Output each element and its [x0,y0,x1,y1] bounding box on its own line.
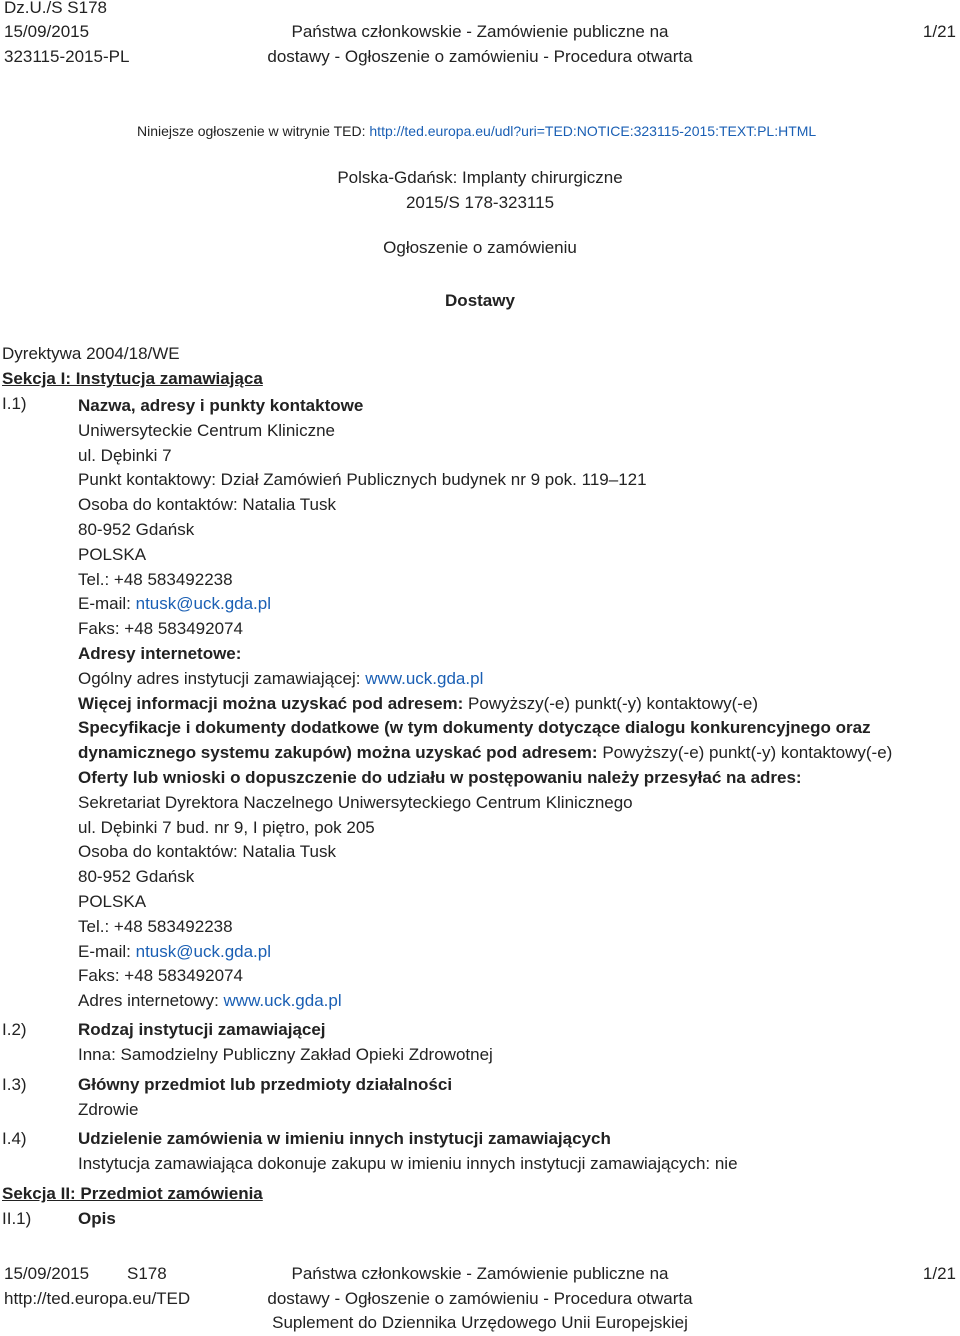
header-page-number: 1/21 [922,22,956,41]
email-link[interactable]: ntusk@uck.gda.pl [135,594,272,614]
offers-email-label: E-mail: [78,941,136,961]
general-address-label: Ogólny adres instytucji zamawiającej: [78,668,366,688]
journal-ref: Dz.U./S S178 [4,0,107,17]
spec-label-line1: Specyfikacje i dokumenty dodatkowe (w tym dokumenty dotyczące dialogu konkurencyjnego oraz [78,718,871,738]
i2-value: Inna: Samodzielny Publiczny Zakład Opieki Zdrowotnej [78,1045,493,1064]
offers-label: Oferty lub wnioski o dopuszczenie do udziału w postępowaniu należy przesyłać na adres: [78,767,802,787]
directive: Dyrektywa 2004/18/WE [2,344,180,363]
item-number-i1: I.1) [2,394,27,413]
offers-email-row [78,940,948,965]
contact-person: Osoba do kontaktów: Natalia Tusk [78,495,336,515]
offers-country: POLSKA [78,891,147,911]
footer-supplement: Suplement do Dziennika Urzędowego Unii Europejskiej [272,1313,688,1332]
spec-value: Powyższy(-e) punkt(-y) kontaktowy(-e) [602,743,893,763]
offers-web-row [78,989,948,1014]
i2-title: Rodzaj instytucji zamawiającej [78,1020,326,1039]
offers-street: ul. Dębinki 7 bud. nr 9, I piętro, pok 205 [78,817,375,837]
ted-notice-line [137,121,816,141]
offers-email-link[interactable]: ntusk@uck.gda.pl [135,941,272,961]
footer-url: http://ted.europa.eu/TED [4,1289,191,1308]
offers-org: Sekretariat Dyrektora Naczelnego Uniwersyteckiego Centrum Klinicznego [78,792,633,812]
notice-number: 2015/S 178-323115 [405,193,555,212]
item-number-ii1: II.1) [2,1209,32,1228]
spec-row [78,741,948,766]
header-date: 15/09/2015 [4,22,90,41]
footer-issue: S178 [127,1264,167,1283]
item-number-i4: I.4) [2,1129,27,1148]
org-city: 80-952 Gdańsk [78,519,195,539]
notice-title: Polska-Gdańsk: Implanty chirurgiczne [337,168,623,187]
org-country: POLSKA [78,544,147,564]
notice-type: Ogłoszenie o zamówieniu [383,238,577,257]
org-tel: Tel.: +48 583492238 [78,569,233,589]
offers-web-label: Adres internetowy: [78,991,224,1011]
org-email-row [78,592,948,617]
header-title-line1: Państwa członkowskie - Zamówienie publiczne na [291,22,669,41]
i3-title: Główny przedmiot lub przedmioty działalności [78,1075,453,1094]
internet-heading: Adresy internetowe: [78,643,242,663]
footer-title-line1: Państwa członkowskie - Zamówienie publiczne na [291,1264,669,1283]
footer-date: 15/09/2015 [4,1264,90,1283]
footer-page-number: 1/21 [922,1264,956,1283]
section-1-1-body [78,394,948,1014]
header-doc-id: 323115-2015-PL [4,47,130,66]
email-label: E-mail: [78,594,136,614]
section-2-heading: Sekcja II: Przedmiot zamówienia [2,1184,263,1203]
ted-notice-prefix: Niniejsze ogłoszenie w witrynie TED: [137,123,370,139]
org-name: Uniwersyteckie Centrum Kliniczne [78,420,335,440]
ii1-title: Opis [78,1209,116,1228]
org-fax: Faks: +48 583492074 [78,619,243,639]
offers-city: 80-952 Gdańsk [78,867,195,887]
i4-title: Udzielenie zamówienia w imieniu innych instytucji zamawiających [78,1129,611,1148]
general-address-row [78,667,948,692]
offers-web-link[interactable]: www.uck.gda.pl [223,991,342,1011]
header-title-line2: dostawy - Ogłoszenie o zamówieniu - Procedura otwarta [267,47,693,66]
ted-notice-link[interactable]: http://ted.europa.eu/udl?uri=TED:NOTICE:323115-2015:TEXT:PL:HTML [369,123,817,139]
item-number-i3: I.3) [2,1075,27,1094]
general-address-link[interactable]: www.uck.gda.pl [365,668,484,688]
i1-title: Nazwa, adresy i punkty kontaktowe [78,396,364,415]
org-street: ul. Dębinki 7 [78,445,172,465]
offers-tel: Tel.: +48 583492238 [78,916,233,936]
offers-fax: Faks: +48 583492074 [78,966,243,986]
section-1-heading: Sekcja I: Instytucja zamawiająca [2,369,263,388]
offers-contact-person: Osoba do kontaktów: Natalia Tusk [78,842,336,862]
item-number-i2: I.2) [2,1020,27,1039]
footer-title-line2: dostawy - Ogłoszenie o zamówieniu - Procedura otwarta [267,1289,693,1308]
spec-label-line2: dynamicznego systemu zakupów) można uzyskać pod adresem: [78,743,603,763]
more-info-label: Więcej informacji można uzyskać pod adresem: [78,693,469,713]
contract-type: Dostawy [445,291,515,310]
i3-value: Zdrowie [78,1100,139,1119]
more-info-value: Powyższy(-e) punkt(-y) kontaktowy(-e) [468,693,759,713]
more-info-row [78,692,948,717]
contact-point: Punkt kontaktowy: Dział Zamówień Publicznych budynek nr 9 pok. 119–121 [78,470,647,490]
i4-value: Instytucja zamawiająca dokonuje zakupu w imieniu innych instytucji zamawiających: nie [78,1154,738,1173]
